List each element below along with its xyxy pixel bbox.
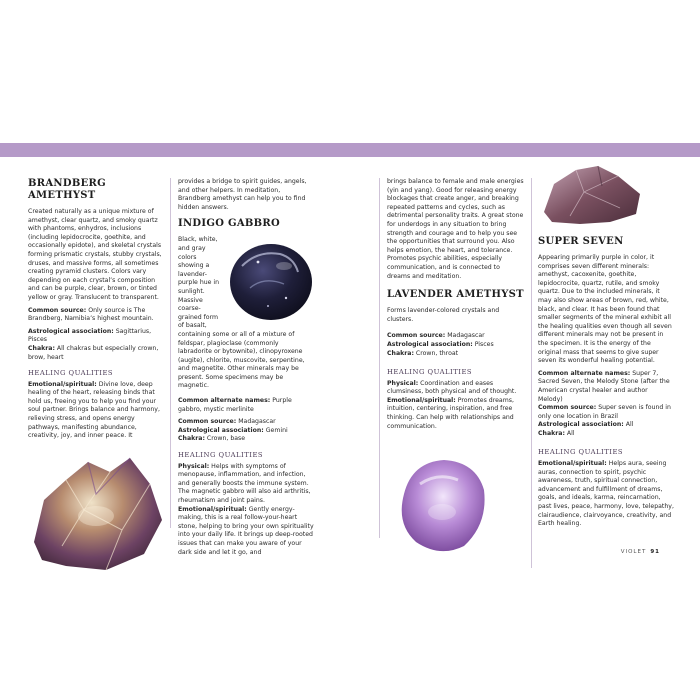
indigo-healing-heading: HEALING QUALITIES: [178, 451, 264, 460]
superseven-chakra: Chakra: All: [538, 429, 575, 437]
brandberg-emotional: Emotional/spiritual: Divine love, deep healing of the heart, releasing binds that hold us, freeing you to help you find your soul partner. Brings balance and harmony, relieving stress, and opens energy pathways, manifesting abundance, creativity, joy, and inner peace. It: [28, 380, 160, 440]
indigo-chakra: Chakra: Crown, base: [178, 435, 246, 443]
brandberg-title: BRANDBERG AMETHYST: [28, 178, 106, 201]
indigo-gabbro-image: [228, 236, 314, 324]
superseven-astro: Astrological association: All: [538, 421, 634, 429]
indigo-title: INDIGO GABBRO: [178, 218, 281, 230]
lavender-continued: brings balance to female and male energies (yin and yang). Good for releasing energy blockages that create anger, and breaking repeated patterns and cycles, such as detrimental personality traits. A great stone for underdogs in any situation to bring strength and courage and to help you see the opportunities that surround you. Also helps emotion, the heart, and tolerance. Promotes psychic abilities, especially communication, and is connected to dreams and meditation.: [387, 178, 524, 280]
superseven-healing-heading: HEALING QUALITIES: [538, 448, 624, 457]
page-footer: [621, 549, 660, 555]
lavender-title: LAVENDER AMETHYST: [387, 289, 524, 301]
column-divider: [170, 178, 171, 528]
superseven-emotional: Emotional/spiritual: Helps aura, seeing auras, connection to spirit, psychic awareness, truth, spiritual connection, advancement and fulfillment of dreams, goals, and ideals, karma, reincarnation, past lives, peace, harmony, love, telepathy, clairaudience, clairvoyance, creativity, and Earth healing.: [538, 460, 674, 528]
superseven-names: Common alternate names: Super 7, Sacred Seven, the Melody Stone (after the American crystal healer and author Melody): [538, 369, 670, 403]
brandberg-astro: Astrological association: Sagittarius, Pisces: [28, 327, 152, 344]
brandberg-chakra: Chakra: All chakras but especially crown, brow, heart: [28, 344, 159, 361]
super-seven-image: [540, 162, 644, 228]
superseven-source: Common source: Super seven is found in only one location in Brazil: [538, 404, 671, 420]
page-number: 91: [650, 549, 660, 555]
superseven-intro: Appearing primarily purple in color, it comprises seven different minerals: amethyst, cacoxenite, goethite, lepidocrocite, quartz, rutile, and smoky quartz. Due to the included minerals, it may also show areas of brown, red, white, black, and clear. It has been found that smaller segments of the mineral exhibit all the healing qualities even though all seven different minerals may not be present in the specimen. It is the energy of the original mass that seems to give super seven its wonderful healing potential.: [538, 254, 672, 365]
lavender-amethyst-image: [392, 454, 490, 558]
violet-header-band: [0, 143, 700, 157]
indigo-emotional: Emotional/spiritual: Gently energy-making, this is a real follow-your-heart stone, helping to bring your own spirituality into your daily life. It brings up deep-rooted issues that can make you aware of your dark side and let it go, and: [178, 505, 314, 556]
brandberg-intro: Created naturally as a unique mixture of amethyst, clear quartz, and smoky quartz with phantoms, enhydros, inclusions (including lepidocrocite, goethite, and occasionally epidote), and skeletal crystals forming prismatic crystals, stubby crystals, druses, and massive forms, all sometimes creating pyramid clusters. Colors vary depending on each crystal’s composition and can be purple, clear, brown, or tinted yellow or gray. Translucent to transparent.: [28, 208, 162, 301]
brandberg-healing-heading: HEALING QUALITIES: [28, 369, 114, 378]
lavender-healing-heading: HEALING QUALITIES: [387, 368, 473, 377]
lavender-physical: Physical: Coordination and eases clumsiness, both physical and of thought.: [387, 379, 517, 396]
brandberg-amethyst-image: [26, 450, 166, 574]
section-label: VIOLET: [620, 549, 647, 555]
superseven-column: [538, 236, 674, 533]
column-divider: [531, 178, 532, 568]
lavender-chakra: Chakra: Crown, throat: [387, 349, 459, 357]
brandberg-column: [28, 178, 164, 445]
lavender-source: Common source: Madagascar: [387, 332, 485, 340]
column-divider: [379, 178, 380, 538]
indigo-continued: provides a bridge to spirit guides, angels, and other helpers. In meditation, Brandberg amethyst can help you to find hidden answers.: [178, 178, 307, 211]
lavender-intro: Forms lavender-colored crystals and clusters.: [387, 307, 500, 323]
indigo-astro: Astrological association: Gemini: [178, 426, 288, 434]
lavender-column: [387, 178, 525, 435]
lavender-astro: Astrological association: Pisces: [387, 340, 494, 348]
indigo-names: Common alternate names: Purple gabbro, mystic merlinite: [178, 397, 292, 413]
indigo-physical: Physical: Helps with symptoms of menopause, inflammation, and infection, and generally boosts the immune system. The magnetic gabbro will also aid arthritis, rheumatism and joint pains.: [178, 462, 311, 504]
indigo-intro: Black, white, and gray colors showing a lavender-purple hue in sunlight. Massive coarse-grained form of basalt, containing some or all of a mixture of feldspar, plagioclase (commonly labradorite or bytownite), clinopyroxene (augite), chlorite, muscovite, serpentine, and magnetite. Other minerals may be present. Some specimens may be magnetic.: [178, 236, 305, 390]
indigo-source: Common source: Madagascar: [178, 418, 276, 426]
lavender-emotional: Emotional/spiritual: Promotes dreams, intuition, centering, inspiration, and free thinking. Can help with relationships and communication.: [387, 396, 514, 430]
superseven-title: SUPER SEVEN: [538, 236, 624, 247]
brandberg-source: Common source: Only source is The Brandberg, Namibia’s highest mountain.: [28, 306, 154, 323]
indigo-column: [178, 178, 314, 561]
